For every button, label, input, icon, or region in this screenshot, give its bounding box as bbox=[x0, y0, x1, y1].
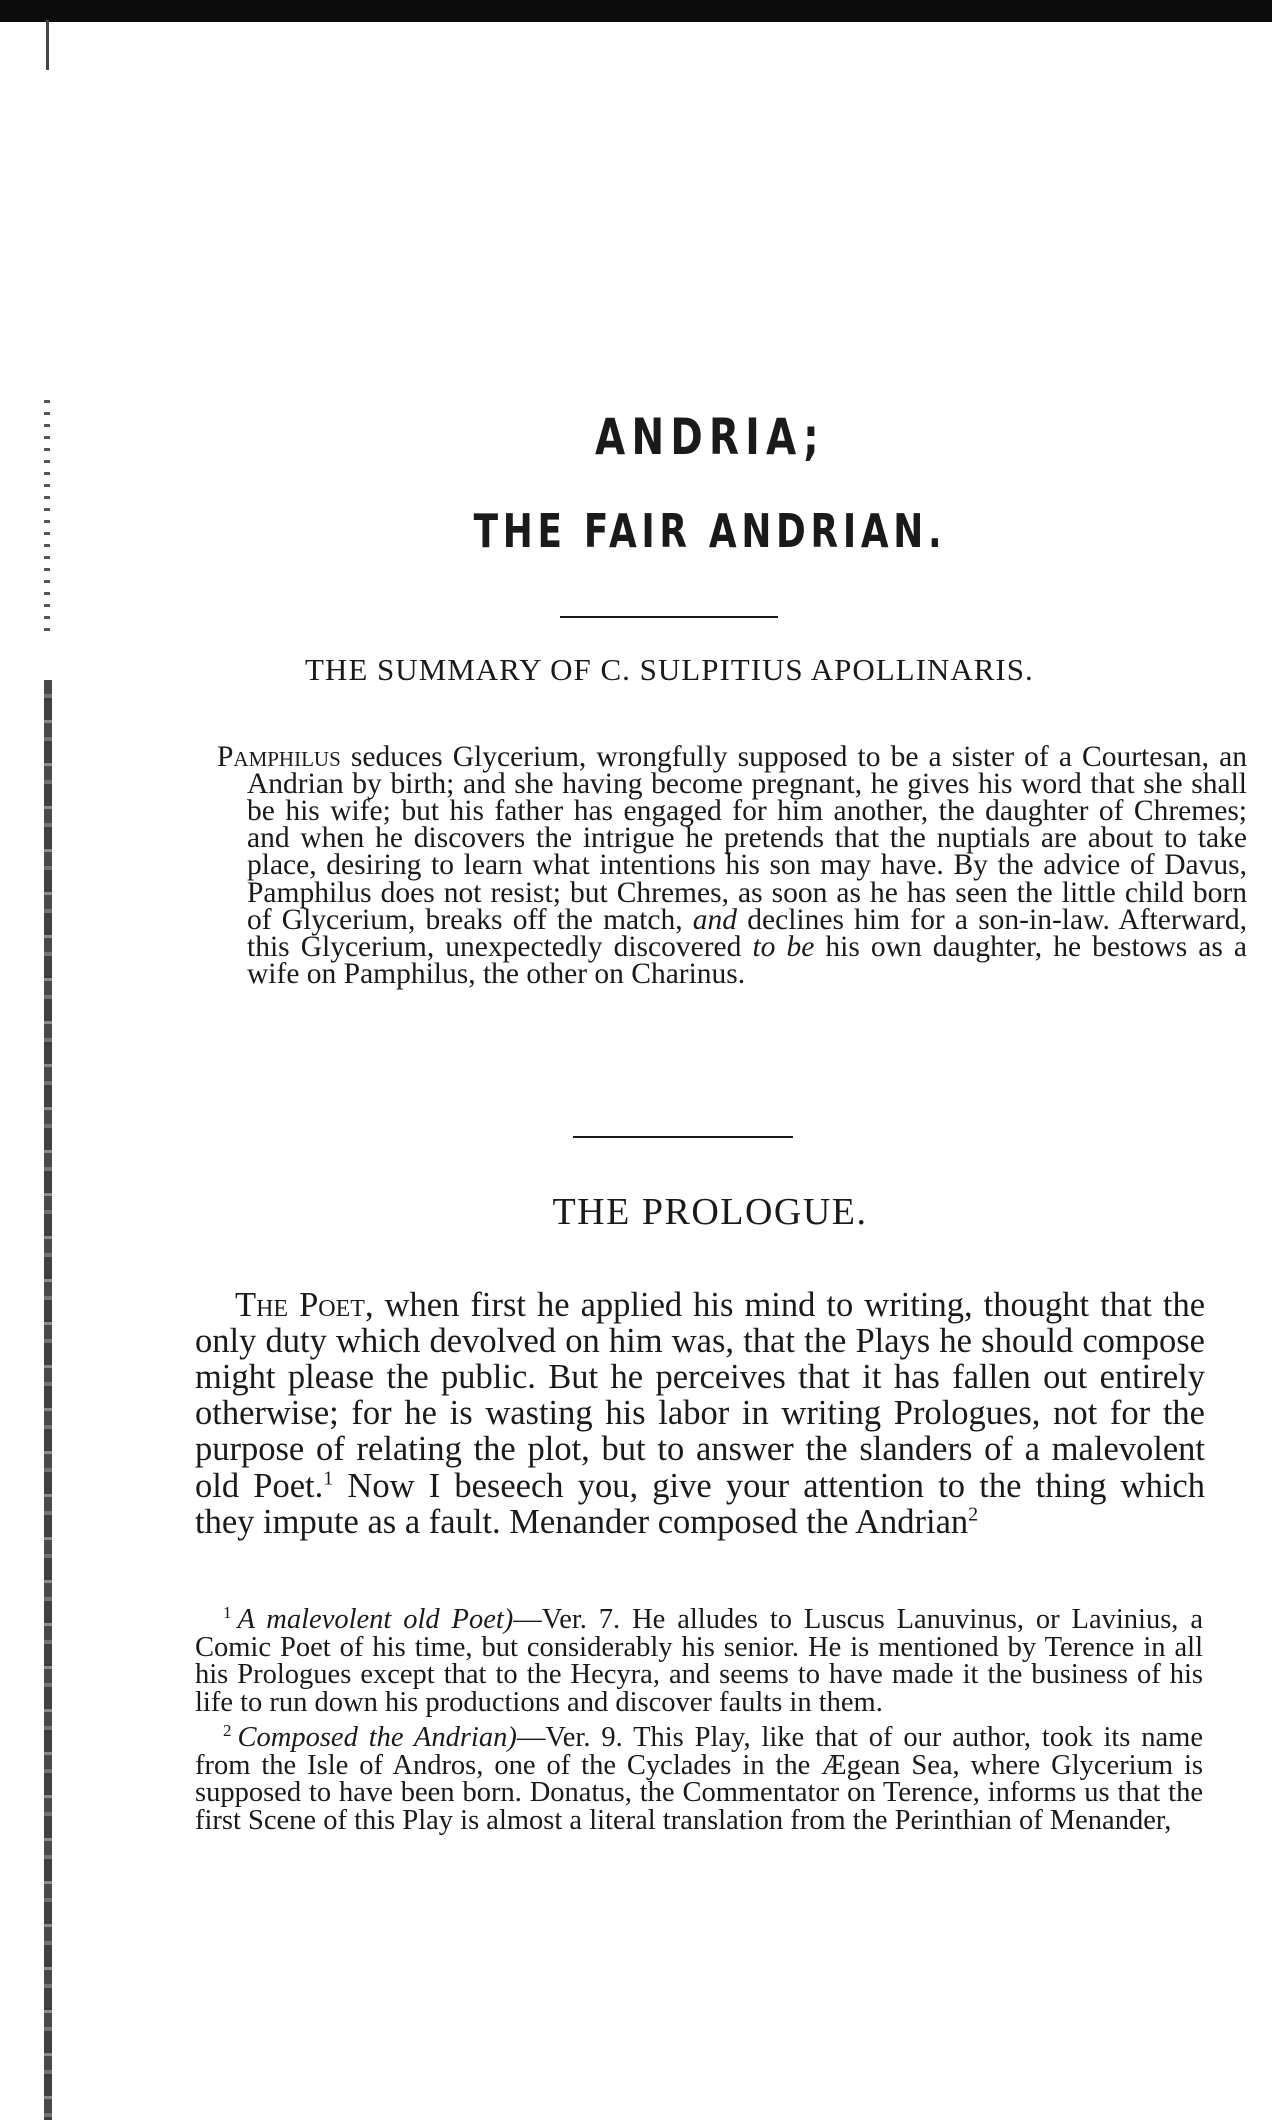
scan-gutter-dots bbox=[44, 400, 50, 640]
prologue-text-2: Now I beseech you, give your attention to the thing which they impute as a fault. Menander composed the Andrian bbox=[195, 1466, 1205, 1541]
footnote-heading: A malevolent old Poet) bbox=[237, 1604, 514, 1635]
summary-text-2: declines him for a son-in-law. Afterward, this Glycerium, unexpectedly discovered bbox=[247, 903, 1248, 963]
title-divider bbox=[560, 616, 778, 618]
footnote-heading: Composed the Andrian) bbox=[237, 1722, 517, 1753]
footnotes bbox=[195, 1602, 1203, 1842]
play-subtitle: THE FAIR ANDRIAN. bbox=[473, 504, 947, 558]
footnote-number: 2 bbox=[223, 1720, 232, 1740]
footnote-ref-1: 1 bbox=[323, 1467, 334, 1490]
summary-lead-word: Pamphilus bbox=[217, 740, 341, 773]
footnote-2 bbox=[195, 1720, 1203, 1836]
prologue-paragraph bbox=[195, 1287, 1205, 1540]
footnote-ref-2: 2 bbox=[968, 1503, 979, 1526]
summary-italic-to-be: to be bbox=[752, 930, 815, 963]
footnote-1 bbox=[195, 1602, 1203, 1718]
summary-heading: THE SUMMARY OF C. SULPITIUS APOLLINARIS. bbox=[305, 652, 1034, 687]
footnote-text: —Ver. 9. This Play, like that of our author, took its name from the Isle of Andros, one of the Cyclades in the Ægean Sea, where Glycerium is supposed to have been born. Donatus, the Commentator on Terence, informs us that the first Scene of this Play is almost a literal translation from the Perinthian of Menander, bbox=[195, 1722, 1203, 1836]
prologue-text-1: , when first he applied his mind to writing, thought that the only duty which devolved on him was, that the Plays he should compose might please the public. But he perceives that it has fallen out entirely otherwise; for he is wasting his labor in writing Prologues, not for the purpose of relating the plot, but to answer the slanders of a malevolent old Poet. bbox=[195, 1285, 1206, 1505]
summary-paragraph bbox=[217, 740, 1248, 991]
summary-divider bbox=[573, 1136, 793, 1138]
summary-italic-and: and bbox=[692, 903, 738, 936]
footnote-number: 1 bbox=[223, 1602, 232, 1622]
prologue-heading: THE PROLOGUE. bbox=[552, 1191, 868, 1233]
summary-text-3: his own daughter, he bestows as a wife on Pamphilus, the other on Charinus. bbox=[247, 930, 1247, 991]
play-title: ANDRIA; bbox=[595, 408, 825, 466]
scan-binding-edge bbox=[44, 680, 52, 2120]
book-page bbox=[195, 0, 1248, 2125]
scan-corner-mark bbox=[46, 20, 49, 70]
footnote-text: —Ver. 7. He alludes to Luscus Lanuvinus, or Lavinius, a Comic Poet of his time, but considerably his senior. He is mentioned by Terence in all his Prologues except that to the Hecyra, and seems to have made it the business of his life to run down his productions and discover faults in them. bbox=[195, 1604, 1203, 1718]
prologue-lead-word: The Poet bbox=[235, 1285, 365, 1324]
summary-text-1: seduces Glycerium, wrongfully supposed to be a sister of a Courtesan, an Andrian by birth; and she having become pregnant, he gives his word that she shall be his wife; but his father has engaged for him another, the daughter of Chremes; and when he discovers the intrigue he pretends that the nuptials are about to take place, desiring to learn what intentions his son may have. By the advice of Davus, Pamphilus does not resist; but Chremes, as soon as he has seen the little child born of Glycerium, breaks off the match, bbox=[247, 740, 1247, 936]
